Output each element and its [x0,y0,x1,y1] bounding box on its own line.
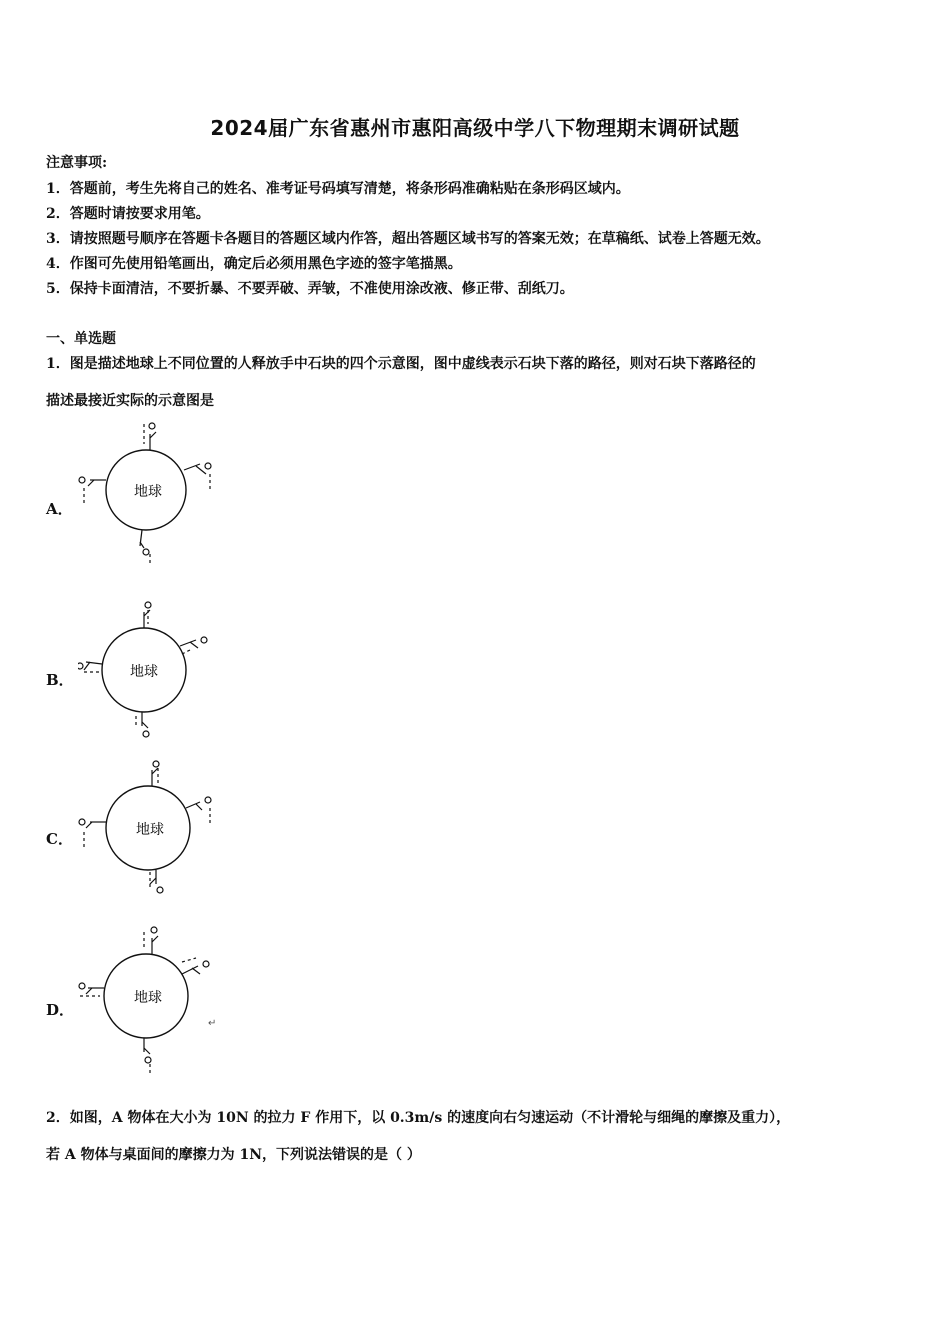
person-bottom [140,530,150,566]
option-d-label: D． [46,1001,75,1019]
person-bottom [150,870,163,893]
person-right [184,463,211,492]
earth-label: 地球 [134,484,162,500]
notice-item: 1．答题前，考生先将自己的姓名、准考证号码填写清楚，将条形码准确粘贴在条形码区域内。 [46,181,630,197]
notice-heading: 注意事项: [46,155,108,171]
option-b-diagram [78,598,228,743]
notice-item: 2．答题时请按要求用笔。 [46,206,210,222]
person-top [144,602,151,628]
person-left [79,819,106,850]
section-heading: 一、单选题 [46,331,116,347]
question-1-text: 1．图是描述地球上不同位置的人释放手中石块的四个示意图，图中虚线表示石块下落的路径，则对石块下落路径的 [46,356,756,372]
return-mark-icon: ↵ [208,1018,217,1029]
notice-item: 3．请按照题号顺序在答题卡各题目的答题区域内作答，超出答题区域书写的答案无效；在草稿纸、试卷上答题无效。 [46,231,770,247]
notice-item: 5．保持卡面清洁，不要折暴、不要弄破、弄皱，不准使用涂改液、修正带、刮纸刀。 [46,281,574,297]
person-bottom [136,712,149,737]
notice-item: 4．作图可先使用铅笔画出，确定后必须用黑色字迹的签字笔描黑。 [46,256,462,272]
earth-label: 地球 [130,664,158,680]
person-left [79,983,104,996]
person-top [144,927,158,954]
person-right [180,637,207,654]
question-2-text: 若 A 物体与桌面间的摩擦力为 1N，下列说法错误的是（ ） [46,1147,421,1163]
person-bottom [144,1038,151,1076]
person-top [144,423,156,450]
earth-label: 地球 [136,822,164,838]
earth-label: 地球 [134,990,162,1006]
question-1-text: 描述最接近实际的示意图是 [46,393,214,409]
option-a-diagram [78,418,228,568]
person-left [79,477,106,506]
option-a-label: A． [46,500,73,518]
option-c-label: C． [46,830,73,848]
person-top [152,761,159,786]
person-left [78,662,102,672]
question-2-text: 2．如图，A 物体在大小为 10N 的拉力 F 作用下，以 0.3m/s 的速度向右匀速运动（不计滑轮与细绳的摩擦及重力）， [46,1110,791,1126]
option-b-label: B． [46,671,74,689]
person-right [182,958,209,974]
page-title: 2024届广东省惠州市惠阳高级中学八下物理期末调研试题 [210,116,740,140]
option-c-diagram [78,756,228,901]
option-d-diagram [78,922,228,1077]
